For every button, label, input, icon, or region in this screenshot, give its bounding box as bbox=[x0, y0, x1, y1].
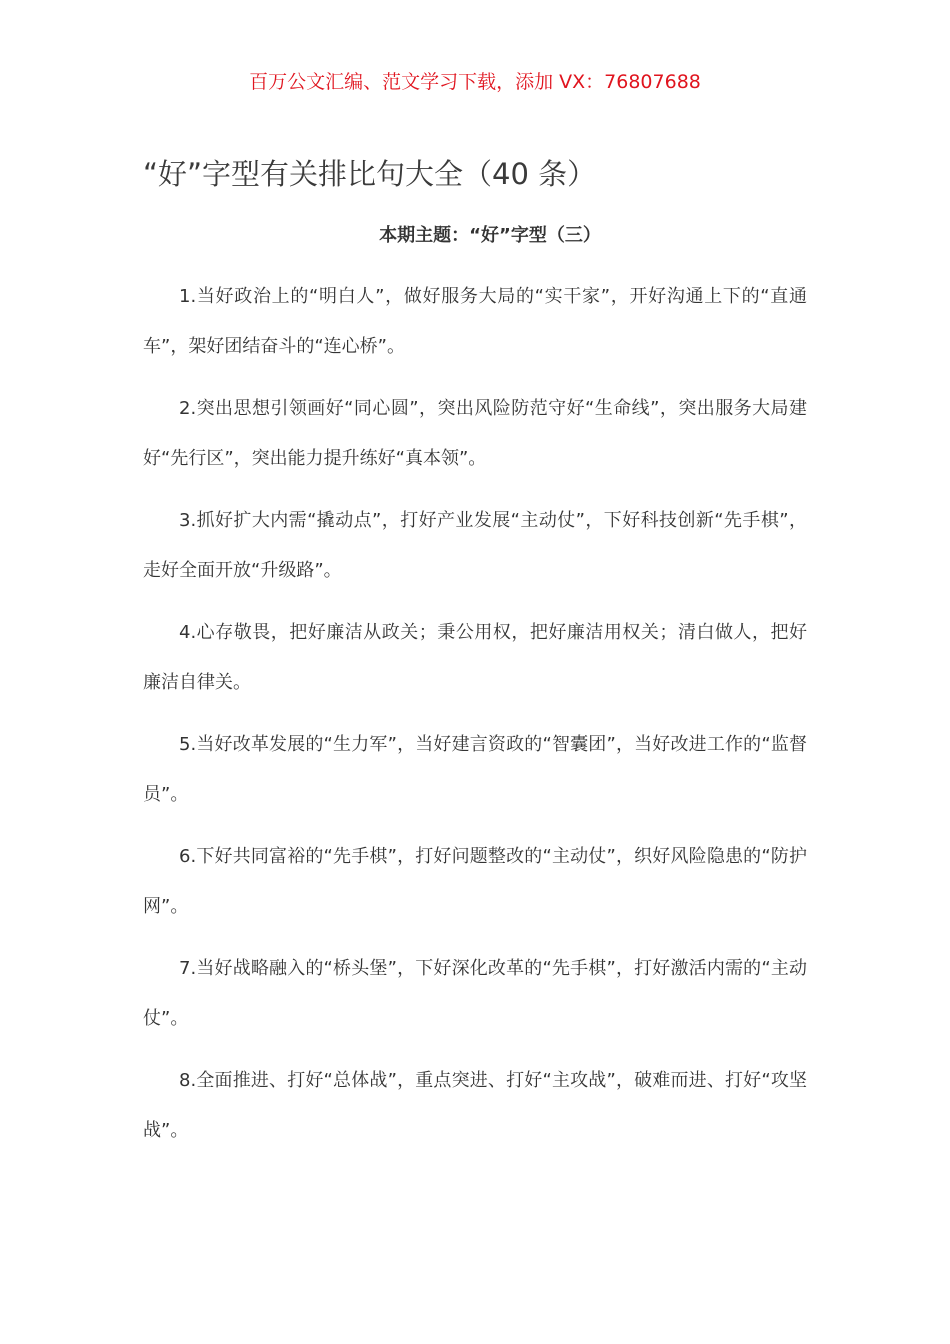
paragraph-4: 4.心存敬畏，把好廉洁从政关；秉公用权，把好廉洁用权关；清白做人，把好廉洁自律关。 bbox=[143, 622, 807, 693]
paragraph-5: 5.当好改革发展的“生力军”，当好建言资政的“智囊团”，当好改进工作的“监督员”。 bbox=[143, 734, 807, 805]
paragraph-6: 6.下好共同富裕的“先手棋”，打好问题整改的“主动仗”，织好风险隐患的“防护网”。 bbox=[143, 846, 807, 917]
paragraph-3: 3.抓好扩大内需“撬动点”，打好产业发展“主动仗”，下好科技创新“先手棋”，走好全面开放“升级路”。 bbox=[143, 510, 807, 581]
document-title: “好”字型有关排比句大全（40 条） bbox=[143, 157, 597, 191]
paragraph-2: 2.突出思想引领画好“同心圆”，突出风险防范守好“生命线”，突出服务大局建好“先行区”，突出能力提升练好“真本领”。 bbox=[143, 398, 807, 469]
document-subtitle: 本期主题：“好”字型（三） bbox=[379, 225, 601, 246]
document-body bbox=[143, 272, 807, 1168]
paragraph-1: 1.当好政治上的“明白人”，做好服务大局的“实干家”，开好沟通上下的“直通车”，架好团结奋斗的“连心桥”。 bbox=[143, 286, 807, 357]
paragraph-8: 8.全面推进、打好“总体战”，重点突进、打好“主攻战”，破难而进、打好“攻坚战”。 bbox=[143, 1070, 807, 1141]
promo-header: 百万公文汇编、范文学习下载，添加 VX：76807688 bbox=[249, 71, 701, 93]
paragraph-7: 7.当好战略融入的“桥头堡”，下好深化改革的“先手棋”，打好激活内需的“主动仗”。 bbox=[143, 958, 807, 1029]
